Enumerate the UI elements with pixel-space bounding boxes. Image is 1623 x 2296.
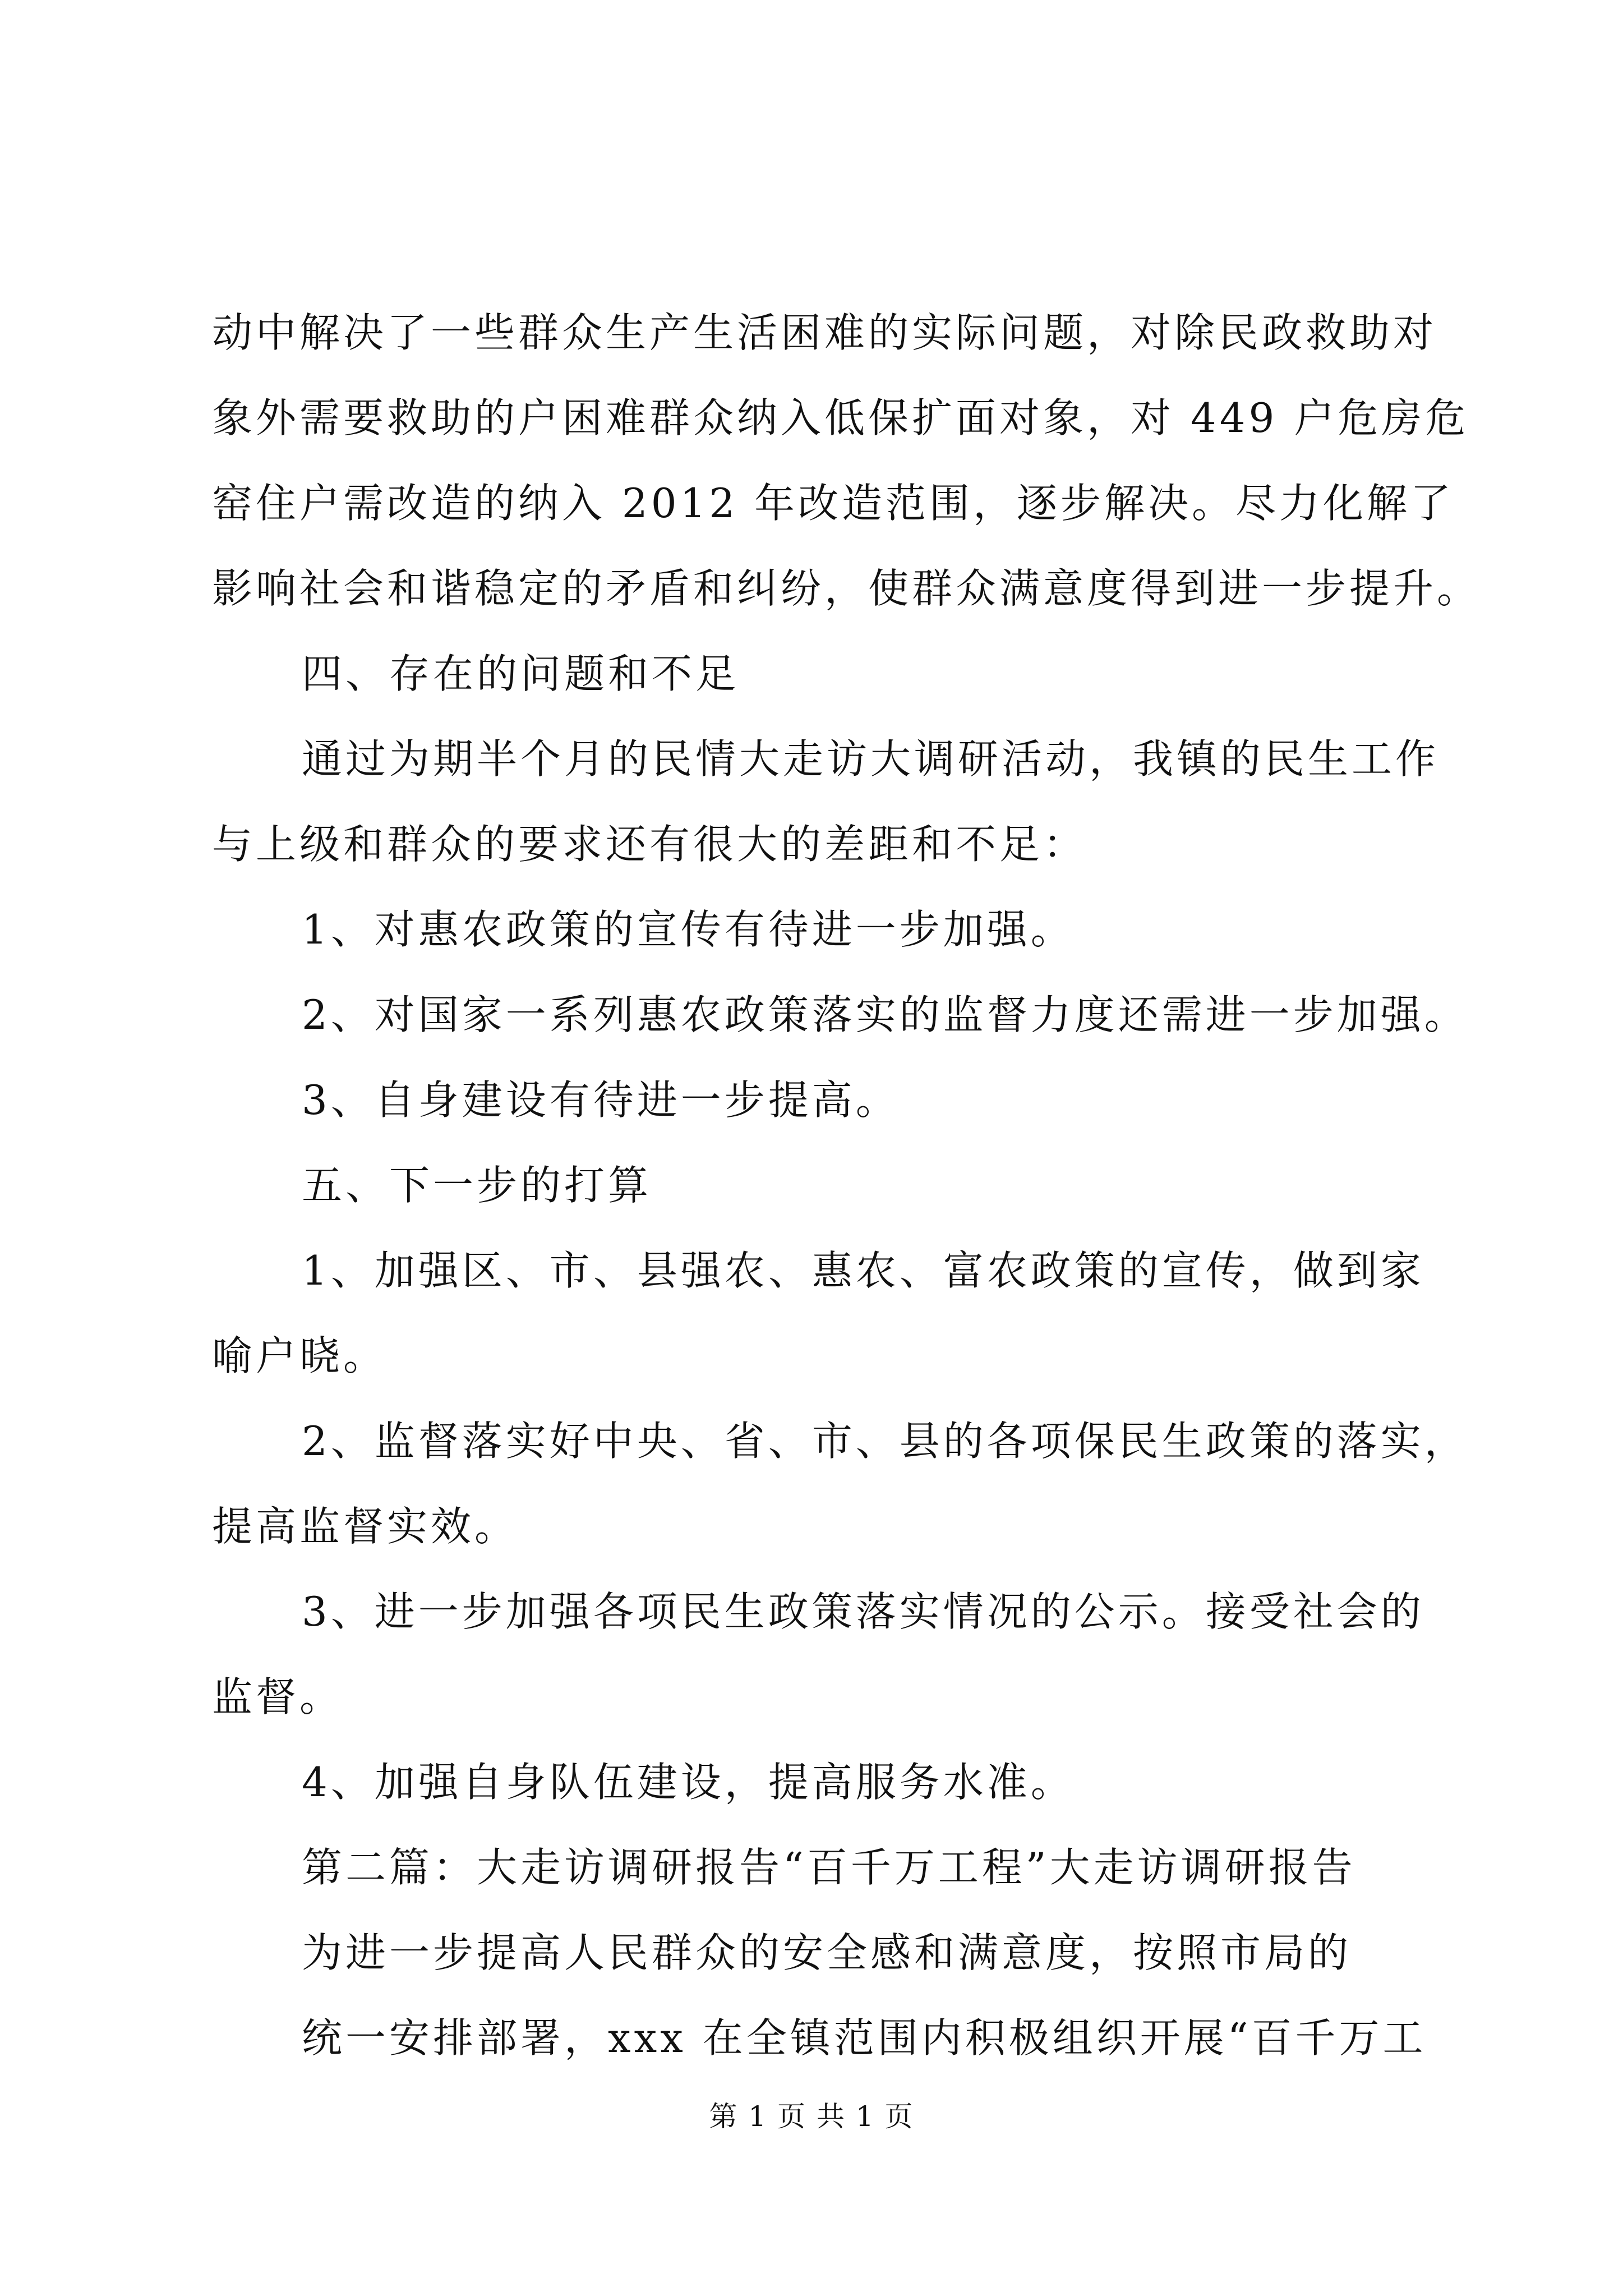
text-line: 窑住户需改造的纳入 2012 年改造范围，逐步解决。尽力化解了	[212, 480, 1455, 527]
section-heading: 第二篇：大走访调研报告“百千万工程”大走访调研报告	[302, 1844, 1356, 1891]
list-item: 3、进一步加强各项民生政策落实情况的公示。接受社会的	[302, 1588, 1424, 1635]
text-line: 统一安排部署，xxx 在全镇范围内积极组织开展“百千万工	[302, 2014, 1427, 2062]
text-line: 影响社会和谐稳定的矛盾和纠纷，使群众满意度得到进一步提升。	[212, 565, 1481, 612]
list-item: 1、加强区、市、县强农、惠农、富农政策的宣传，做到家	[302, 1247, 1424, 1294]
text-line: 提高监督实效。	[212, 1503, 519, 1550]
text-line: 为进一步提高人民群众的安全感和满意度，按照市局的	[302, 1929, 1352, 1976]
text-line: 象外需要救助的户困难群众纳入低保扩面对象，对 449 户危房危	[212, 394, 1469, 441]
text-line: 与上级和群众的要求还有很大的差距和不足：	[212, 821, 1087, 868]
list-item: 4、加强自身队伍建设，提高服务水准。	[302, 1759, 1075, 1806]
page-footer: 第 1 页 共 1 页	[709, 2100, 914, 2133]
text-line: 通过为期半个月的民情大走访大调研活动，我镇的民生工作	[302, 735, 1440, 783]
text-line: 监督。	[212, 1673, 344, 1720]
list-item: 2、对国家一系列惠农政策落实的监督力度还需进一步加强。	[302, 991, 1468, 1038]
text-line: 动中解决了一些群众生产生活困难的实际问题，对除民政救助对	[212, 309, 1437, 356]
list-item: 2、监督落实好中央、省、市、县的各项保民生政策的落实，	[302, 1418, 1468, 1465]
list-item: 3、自身建设有待进一步提高。	[302, 1076, 900, 1124]
text-line: 喻户晓。	[212, 1332, 388, 1379]
section-heading: 四、存在的问题和不足	[302, 650, 740, 697]
list-item: 1、对惠农政策的宣传有待进一步加强。	[302, 906, 1075, 953]
section-heading: 五、下一步的打算	[302, 1162, 652, 1209]
